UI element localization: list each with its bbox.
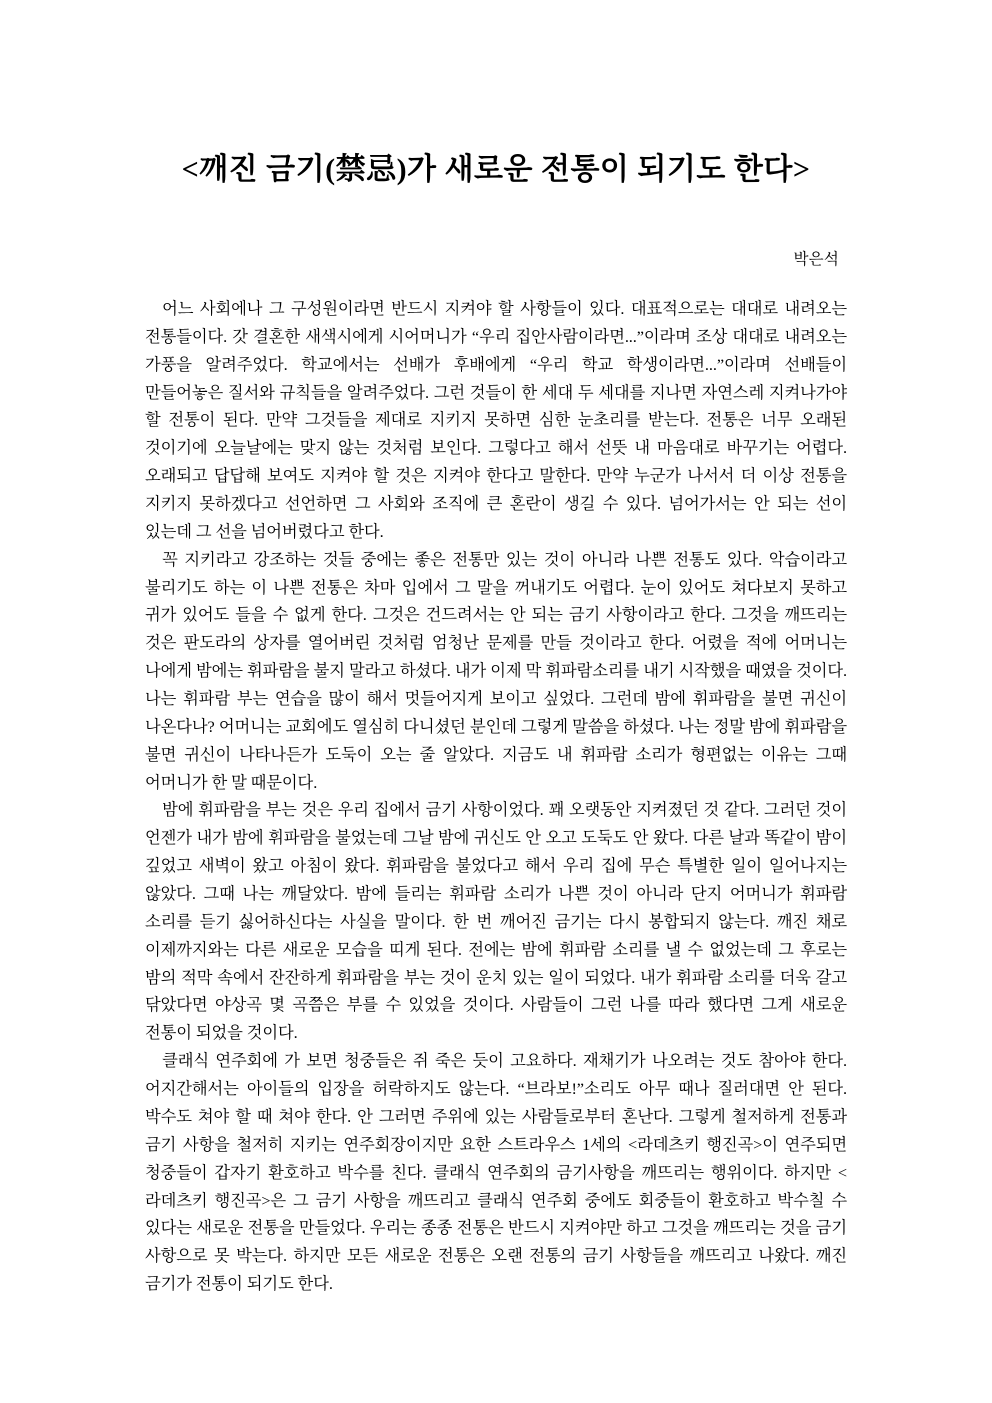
paragraph: 클래식 연주회에 가 보면 청중들은 쥐 죽은 듯이 고요하다. 재채기가 나오려는 것도 참아야 한다. 어지간해서는 아이들의 입장을 허락하지도 않는다. “브라보!”소리도 아무 때나 질러대면 안 된다. 박수도 쳐야 할 때 쳐야 한다. 안 그러면 주위에 있는 사람들로부터 혼난다. 그렇게 철저하게 전통과 금기 사항을 철저히 지키는 연주회장이지만 요한 스트라우스 1세의 <라데츠키 행진곡>이 연주되면 청중들이 갑자기 환호하고 박수를 친다. 클래식 연주회의 금기사항을 깨뜨리는 행위이다. 하지만 <라데츠키 행진곡>은 그 금기 사항을 깨뜨리고 클래식 연주회 중에도 회중들이 환호하고 박수칠 수 있다는 새로운 전통을 만들었다. 우리는 종종 전통은 반드시 지켜야만 하고 그것을 깨뜨리는 것을 금기 사항으로 못 박는다. 하지만 모든 새로운 전통은 오랜 전통의 금기 사항들을 깨뜨리고 나왔다. 깨진 금기가 전통이 되기도 한다. [145,1051,847,1294]
author-byline: 박은석 [793,251,839,268]
paragraph: 어느 사회에나 그 구성원이라면 반드시 지켜야 할 사항들이 있다. 대표적으로는 대대로 내려오는 전통들이다. 갓 결혼한 새색시에게 시어머니가 “우리 집안사람이라면...”이라며 조상 대대로 내려오는 가풍을 알려주었다. 학교에서는 선배가 후배에게 “우리 학교 학생이라면...”이라며 선배들이 만들어놓은 질서와 규칙들을 알려주었다. 그런 것들이 한 세대 두 세대를 지나면 자연스레 지켜나가야 할 전통이 된다. 만약 그것들을 제대로 지키지 못하면 심한 눈초리를 받는다. 전통은 너무 오래된 것이기에 오늘날에는 맞지 않는 것처럼 보인다. 그렇다고 해서 선뜻 내 마음대로 바꾸기는 어렵다. 오래되고 답답해 보여도 지켜야 할 것은 지켜야 한다고 말한다. 만약 누군가 나서서 더 이상 전통을 지키지 못하겠다고 선언하면 그 사회와 조직에 큰 혼란이 생길 수 있다. 넘어가서는 안 되는 선이 있는데 그 선을 넘어버렸다고 한다. [145,299,847,541]
document-body [145,295,847,1298]
page-title: <깨진 금기(禁忌)가 새로운 전통이 되기도 한다> [181,153,811,186]
paragraph: 꼭 지키라고 강조하는 것들 중에는 좋은 전통만 있는 것이 아니라 나쁜 전통도 있다. 악습이라고 불리기도 하는 이 나쁜 전통은 차마 입에서 그 말을 꺼내기도 어렵다. 눈이 있어도 쳐다보지 못하고 귀가 있어도 들을 수 없게 한다. 그것은 건드려서는 안 되는 금기 사항이라고 한다. 그것을 깨뜨리는 것은 판도라의 상자를 열어버린 것처럼 엄청난 문제를 만들 것이라고 한다. 어렸을 적에 어머니는 나에게 밤에는 휘파람을 불지 말라고 하셨다. 내가 이제 막 휘파람소리를 내기 시작했을 때였을 것이다. 나는 휘파람 부는 연습을 많이 해서 멋들어지게 보이고 싶었다. 그런데 밤에 휘파람을 불면 귀신이 나온다나? 어머니는 교회에도 열심히 다니셨던 분인데 그렇게 말씀을 하셨다. 나는 정말 밤에 휘파람을 불면 귀신이 나타나든가 도둑이 오는 줄 알았다. 지금도 내 휘파람 소리가 형편없는 이유는 그때 어머니가 한 말 때문이다. [145,549,847,792]
paragraph: 밤에 휘파람을 부는 것은 우리 집에서 금기 사항이었다. 꽤 오랫동안 지켜졌던 것 같다. 그러던 것이 언젠가 내가 밤에 휘파람을 불었는데 그날 밤에 귀신도 안 오고 도둑도 안 왔다. 다른 날과 똑같이 밤이 깊었고 새벽이 왔고 아침이 왔다. 휘파람을 불었다고 해서 우리 집에 무슨 특별한 일이 일어나지는 않았다. 그때 나는 깨달았다. 밤에 들리는 휘파람 소리가 나쁜 것이 아니라 단지 어머니가 휘파람 소리를 듣기 싫어하신다는 사실을 말이다. 한 번 깨어진 금기는 다시 봉합되지 않는다. 깨진 채로 이제까지와는 다른 새로운 모습을 띠게 된다. 전에는 밤에 휘파람 소리를 낼 수 없었는데 그 후로는 밤의 적막 속에서 잔잔하게 휘파람을 부는 것이 운치 있는 일이 되었다. 내가 휘파람 소리를 더욱 갈고 닦았다면 야상곡 몇 곡쯤은 부를 수 있었을 것이다. 사람들이 그런 나를 따라 했다면 그게 새로운 전통이 되었을 것이다. [145,800,847,1043]
